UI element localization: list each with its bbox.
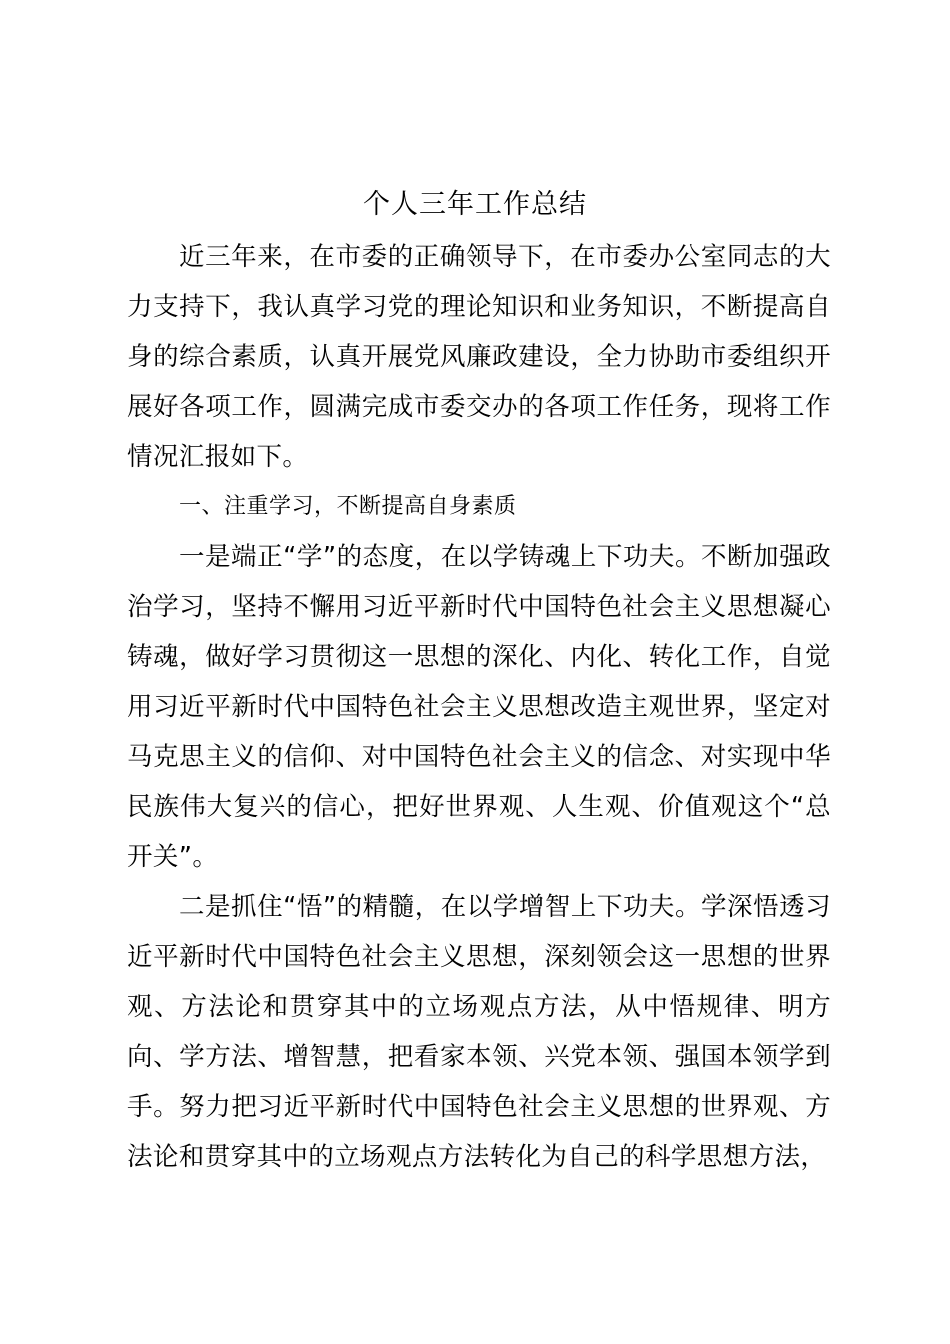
body-paragraph-1: 一是端正“学”的态度，在以学铸魂上下功夫。不断加强政治学习，坚持不懈用习近平新时代中国特色社会主义思想凝心铸魂，做好学习贯彻这一思想的深化、内化、转化工作，自觉用习近平新时代中国特色社会主义思想改造主观世界，坚定对马克思主义的信仰、对中国特色社会主义的信念、对实现中华民族伟大复兴的信心，把好世界观、人生观、价值观这个“总开关”。 <box>127 542 831 872</box>
body-paragraph-2: 二是抓住“悟”的精髓，在以学增智上下功夫。学深悟透习近平新时代中国特色社会主义思想，深刻领会这一思想的世界观、方法论和贯穿其中的立场观点方法，从中悟规律、明方向、学方法、增智慧，把看家本领、兴党本领、强国本领学到手。努力把习近平新时代中国特色社会主义思想的世界观、方法论和贯穿其中的立场观点方法转化为自己的科学思想方法， <box>127 892 831 1172</box>
document-body <box>127 232 831 1182</box>
document-title: 个人三年工作总结 <box>363 189 587 220</box>
intro-paragraph: 近三年来，在市委的正确领导下，在市委办公室同志的大力支持下，我认真学习党的理论知识和业务知识，不断提高自身的综合素质，认真开展党风廉政建设，全力协助市委组织开展好各项工作，圆满完成市委交办的各项工作任务，现将工作情况汇报如下。 <box>127 242 831 472</box>
section-heading-1: 一、注重学习，不断提高自身素质 <box>179 494 517 519</box>
